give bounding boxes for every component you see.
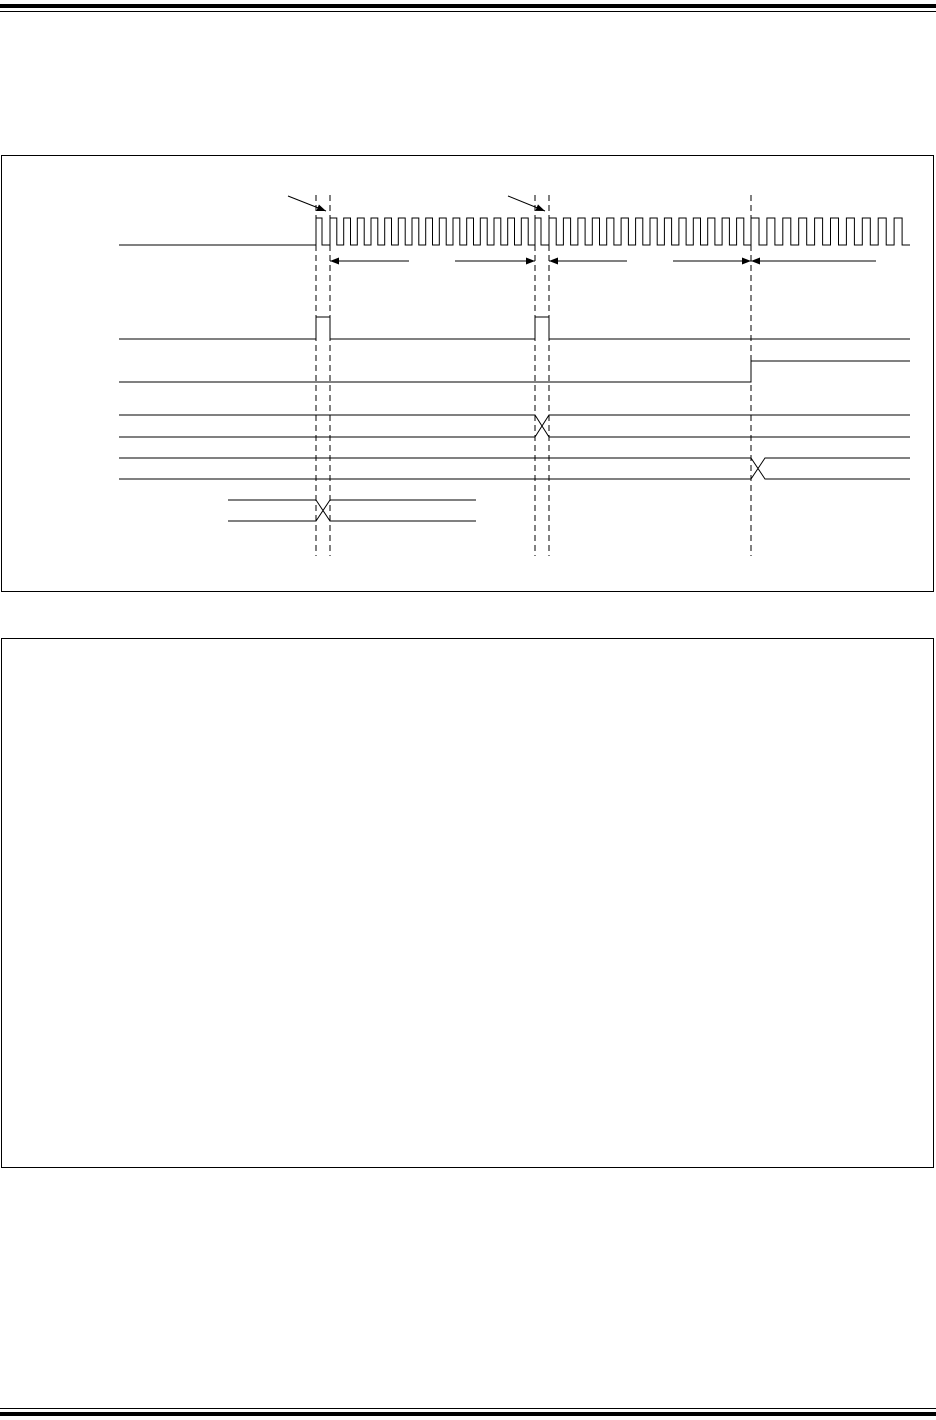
interval-2-right-arrowhead: [742, 258, 751, 265]
footer-rule-thin: [0, 1408, 936, 1409]
interval-2-left-arrowhead: [549, 258, 558, 265]
clock-trace: [119, 218, 910, 245]
footer-rule-thick: [0, 1412, 936, 1416]
interval-1-right-arrowhead: [526, 258, 535, 265]
step-trace: [119, 361, 910, 382]
bus-trace-a-line-1: [119, 415, 910, 437]
bus-trace-short-line-1: [228, 500, 476, 521]
event-2-arrow-head: [535, 204, 545, 211]
bus-trace-b-line-1: [119, 458, 910, 479]
event-1-arrow-head: [316, 204, 326, 211]
bus-trace-short-line-2: [228, 500, 476, 521]
bus-trace-b-line-2: [119, 458, 910, 479]
bus-trace-a-line-2: [119, 415, 910, 437]
pulse-trace: [119, 317, 910, 339]
interval-1-left-arrowhead: [330, 258, 339, 265]
interval-3-left-arrowhead: [751, 258, 760, 265]
